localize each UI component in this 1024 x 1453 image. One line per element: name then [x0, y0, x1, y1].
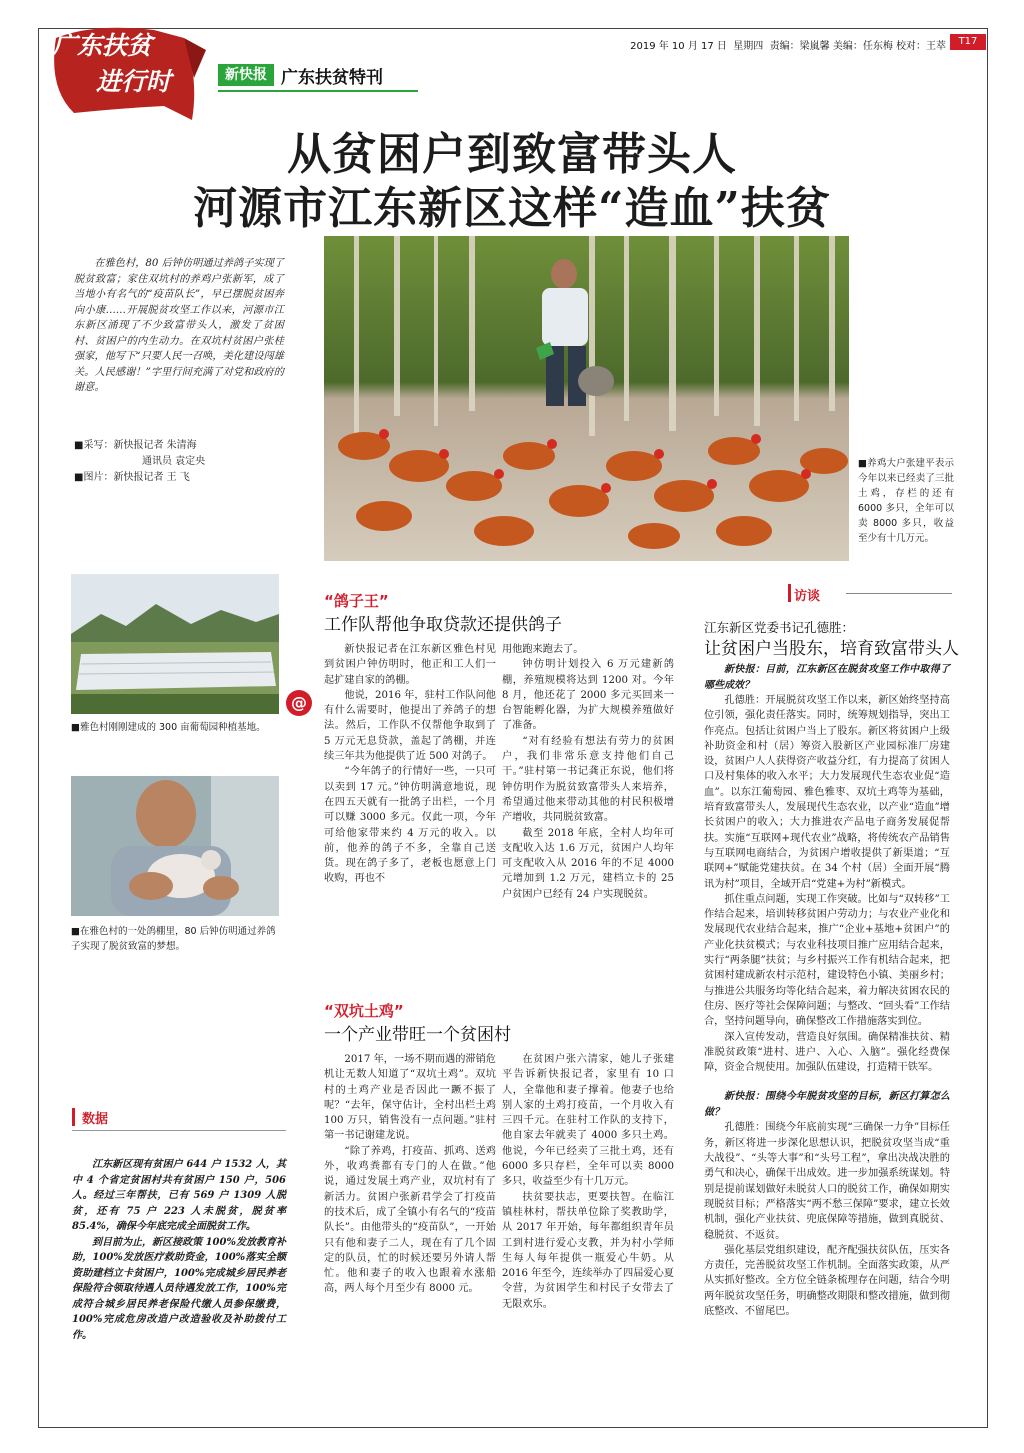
data-header: [72, 1108, 286, 1131]
interview-question: 新快报：围绕今年脱贫攻坚的目标，新区打算怎么做？: [704, 1091, 950, 1118]
section1-title: “鸽子王”: [324, 592, 389, 610]
paragraph: 抓住重点问题，实现工作突破。比如与“双转移”工作结合起来，培训转移贫困户劳动力；与农业产业化和发展现代农业结合起来，推广“企业+基地+贫困户”的产业化扶贫模式；与农业科技项目推广应用结合起来，实行“两条腿”扶贫；与乡村振兴工作有机结合起来，把贫困村建成新农村示范村，建设特色小镇、美丽乡村；与推进公共服务均等化结合起来，着力解决贫困农民的住房、医疗等社会保障问题；与整改、“回头看”工作结合，坚持问题导向，确保整改工作措施落实到位。: [704, 893, 950, 1028]
pigeon-photo-caption: ■在雅色村的一处鸽棚里，80 后钟仿明通过养鸽子实现了脱贫致富的梦想。: [71, 926, 276, 952]
lead-paragraph: 在雅色村，80 后钟仿明通过养鸽子实现了脱贫致富；家住双坑村的养鸡户张新军，成了当地小有名气的“疫苗队长”，早已摆脱贫困奔向小康……开展脱贫攻坚工作以来，河源市江东新区涌现了不少致富带头人，激发了贫困村、贫困户的内生动力。在双坑村贫困户张桂强家，他写下“只要人民一召唤，美化建设闯雄关。人民感谢！”字里行间充满了对党和政府的谢意。: [74, 258, 284, 393]
credit-correspondent: 通讯员 袁定央: [142, 456, 206, 467]
main-photo-caption: ■养鸡大户张建平表示今年以来已经卖了三批土鸡，存栏的还有 6000 多只，全年可以卖 8000 多只，收益至少有十几万元。: [858, 458, 954, 544]
paragraph: 在贫困户张六清家，她儿子张建平告诉新快报记者，家里有 10 口人，全靠他和妻子撑着。他妻子也给别人家的土鸡打疫苗，一个月收入有三四千元。在驻村工作队的支持下，他自家去年就卖了 4000 多只土鸡。他说，今年已经卖了三批土鸡，还有 6000 多只存栏，全年可以卖 8000 多只，收益至少有十几万元。: [502, 1054, 674, 1188]
special-title: 广东扶贫特刊: [281, 68, 383, 88]
header-meta: [630, 37, 946, 52]
interview-title-1: 江东新区党委书记孔德胜：: [704, 620, 855, 635]
interview-rule: [846, 593, 952, 594]
issue-date: 2019 年 10 月 17 日: [630, 41, 727, 52]
paragraph: 用他跑来跑去了。: [502, 644, 584, 655]
paragraph: 扶贫要扶志，更要扶智。在临江镇桂林村，帮扶单位除了奖教助学，从 2017 年开始，每年都组织青年员工到村进行爱心支教，并为村小学师生每人每年提供一瓶爱心牛奶。从 2016 年至今，连续举办了四届爱心夏令营，为贫困学生和村民子女带去了无限欢乐。: [502, 1191, 674, 1310]
header-rule: [218, 90, 418, 92]
at-sign-icon: @: [286, 690, 312, 716]
section2-col1: [324, 1052, 496, 1297]
credit-photo: ■图片：新快报记者 王 飞: [74, 472, 190, 483]
data-body: [72, 1157, 286, 1343]
issue-weekday: 星期四: [733, 41, 764, 52]
grape-field-photo: [71, 574, 279, 714]
section2-title: “双坑土鸡”: [324, 1002, 404, 1020]
data-label: 数据: [82, 1112, 109, 1127]
credit-reporter: ■采写：新快报记者 朱清海: [74, 440, 197, 451]
paragraph: 他说，2016 年，驻村工作队问他有什么需要时，他提出了养鸽子的想法。然后，工作队不仅帮他争取到了 5 万元无息贷款，盖起了鸽棚，并连续三年共为他提供了近 500 对鸽子。: [324, 689, 496, 763]
section1-col2: [502, 642, 674, 902]
data-box: [72, 1108, 286, 1343]
interview-title-2: 让贫困户当股东，培育致富带头人: [704, 639, 959, 659]
interview-question: 新快报：目前，江东新区在脱贫攻坚工作中取得了哪些成效？: [704, 664, 950, 691]
paragraph: 深入宣传发动，营造良好氛围。确保精准扶贫、精准脱贫政策“进村、进户、入心、入脑”。强化经费保障，资金合规使用。加强队伍建设，打造精干铁军。: [704, 1031, 950, 1074]
paragraph: 钟仿明计划投入 6 万元建新鸽棚，养殖规模将达到 1200 对。今年 8 月，他还花了 2000 多元买回来一台智能孵化器，为扩大规模养殖做好了准备。: [502, 659, 674, 732]
chicken-farm-photo: [324, 236, 849, 561]
pigeon-farmer-photo: [71, 776, 279, 916]
interview-body: [704, 662, 950, 1319]
paragraph: “对有经验有想法有劳力的贫困户，我们非常乐意支持他们自己干。”驻村第一书记龚正东说，他们将钟仿明作为脱贫致富带头人来培养，希望通过他来带动其他的村民积极增产增收，共同脱贫致富。: [502, 735, 674, 824]
paragraph: 江东新区现有贫困户 644 户 1532 人，其中 4 个省定贫困村共有贫困户 150 户，506 人。经过三年帮扶，已有 569 户 1309 人脱贫，还有 75 户 223 人未脱贫，脱贫率 85.4%，确保今年底完成全面脱贫工作。: [72, 1159, 286, 1232]
data-tag-bar: [72, 1108, 75, 1126]
credits: [74, 438, 284, 486]
interview-tag-bar: [788, 584, 791, 602]
section2-col2: [502, 1052, 674, 1312]
paragraph: 到目前为止，新区接政策 100%发放教育补助，100%发放医疗救助资金，100%落实全额资助建档立卡贫困户，100%完成城乡居民养老保险符合领取待遇人员待遇发放工作，100%完成符合城乡居民养老保险代缴人员参保缴费，100%完成危房改造户改造验收及补助拨付工作。: [72, 1236, 286, 1341]
badge-line2: 进行时: [96, 67, 172, 96]
headline-line2: 河源市江东新区这样“造血”扶贫: [193, 183, 831, 234]
headline-line1: 从贫困户到致富带头人: [287, 129, 737, 180]
paragraph: 孔德胜：围绕今年底前实现“三确保一力争”目标任务，新区将进一步深化思想认识，把脱贫攻坚当成“重大战役”、“头等大事”和“头号工程”，拿出决战决胜的勇气和决心，确保干出成效。进一步加强系统谋划。特别是提前谋划做好未脱贫人口的脱贫工作，确保如期实现脱贫目标；严格落实“两不愁三保障”要求，建立长效机制，强化产业扶贫、兜底保障等措施，做到真脱贫、稳脱贫、不返贫。: [704, 1122, 950, 1241]
badge-line1: 广东扶贫: [52, 31, 153, 60]
section1-subtitle: 工作队帮他争取贷款还提供鸽子: [324, 615, 562, 635]
paragraph: 强化基层党组织建设，配齐配强扶贫队伍，压实各方责任，完善脱贫攻坚工作机制。全面落实政策，从严从实抓好整改。全方位全链条梳理存在问题，结合今明两年脱贫攻坚任务，明确整改期限和整改措施，做到彻底整改、不留尾巴。: [704, 1244, 950, 1317]
paragraph: 2017 年，一场不期而遇的滞销危机让无数人知道了“双坑土鸡”。双坑村的土鸡产业是否因此一蹶不振了呢？“去年，保守估计，全村出栏土鸡 100 万只，销售没有一点问题。”驻村第一书记谢建龙说。: [324, 1054, 496, 1142]
page-number: T17: [950, 34, 986, 50]
paragraph: 截至 2018 年底，全村人均年可支配收入达 1.6 万元，贫困户人均年可支配收入从 2016 年的不足 4000 元增加到 1.2 万元，建档立卡的 25 户贫困户已经有 24 户实现脱贫。: [502, 827, 674, 900]
editor-credits: 责编：梁嵐馨 美编：任东梅 校对：王萃: [769, 41, 946, 52]
section1-col1: [324, 642, 496, 887]
interview-tag: 访谈: [794, 589, 821, 604]
grape-photo-caption: ■雅色村刚刚建成的 300 亩葡萄园种植基地。: [71, 722, 266, 733]
section2-subtitle: 一个产业带旺一个贫困村: [324, 1025, 511, 1045]
paragraph: 孔德胜：开展脱贫攻坚工作以来，新区始终坚持高位引领，强化责任落实。同时，统筹规划指导，突出工作亮点。包括让贫困户当上了股东。新区将贫困户上级补助资金和村（居）筹资入股新区产业园标准厂房建设，贫困户人人获得资产收益分红，有力提高了贫困人口及村集体的收入水平；大力发展现代生态农业促“造血”。以东江葡萄园、雅色雅枣、双坑土鸡等为基础，培育致富带头人，发展现代生态农业，以产业“造血”增长贫困户的收入；大力推进农产品电子商务发展促帮扶。实施“互联网+现代农业”战略，将传统农产品销售与互联网电商结合，为贫困户增收提供了新渠道；“互联网+”赋能党建扶贫。在 34 个村（居）全面开展“腾讯为村”项目，全域开启“党建+为村”新模式。: [704, 695, 950, 890]
paragraph: 新快报记者在江东新区雅色村见到贫困户钟仿明时，他正和工人们一起扩建自家的鸽棚。: [324, 644, 496, 686]
paper-logo: 新快报: [218, 64, 274, 86]
paragraph: “今年鸽子的行情好一些，一只可以卖到 17 元。”钟仿明满意地说，现在四五天就有一批鸽子出栏，一个月可以赚 3000 多元。仅此一项，今年可给他家带来约 4 万元的收入。以前，他养的鸽子不多，全靠自己送货。现在鸽子多了，老板也愿意上门收购，再也不: [324, 766, 496, 885]
paragraph: “除了养鸡，打疫苗、抓鸡、送鸡外，收鸡粪都有专门的人在做。”他说，通过发展土鸡产业，双坑村有了新活力。贫困户张新君学会了打疫苗的技术后，成了全镇小有名气的“疫苗队长”。由他带头的“疫苗队”，一开始只有他和妻子二人，现在有了几个固定的队员，忙的时候还要另外请人帮忙。他和妻子的收入也跟着水涨船高，两人每个月至少有 8000 元。: [324, 1145, 496, 1295]
